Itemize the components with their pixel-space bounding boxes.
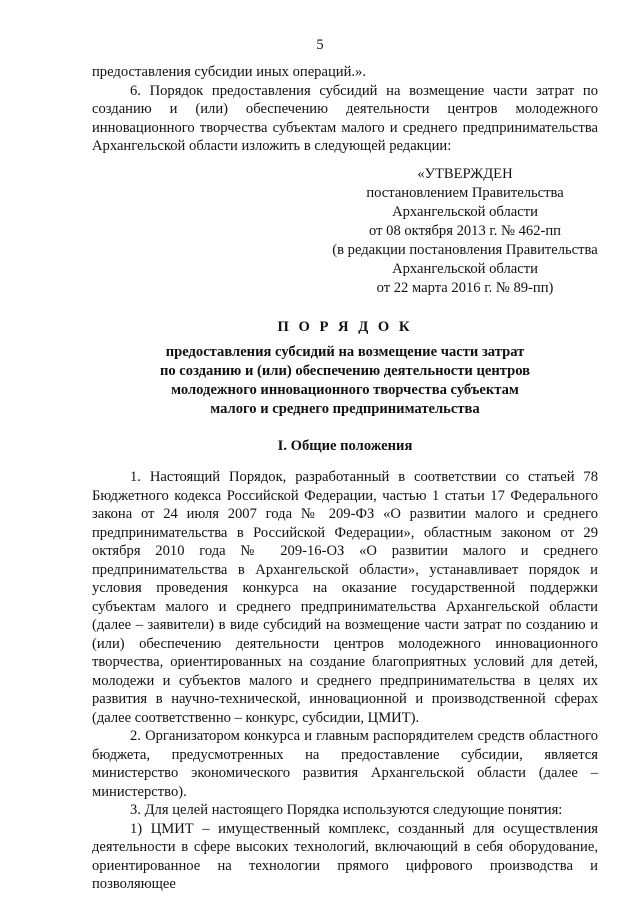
intro-block xyxy=(92,63,598,156)
paragraph-6: 6. Порядок предоставления субсидий на возмещение части затрат по созданию и (или) обеспечению деятельности центров молодежного инновационного творчества субъектам малого и среднего предпринимательства Архангельской области изложить в следующей редакции: xyxy=(92,82,598,154)
approval-stamp xyxy=(300,165,630,298)
paragraph-4: 1) ЦМИТ – имущественный комплекс, созданный для осуществления деятельности в сфере высоких технологий, включающий в себя оборудование, ориентированное на технологии прямого цифрового производства и позволяющее xyxy=(92,820,598,892)
title-line: предоставления субсидий на возмещение части затрат xyxy=(165,344,525,360)
paragraph-3: 3. Для целей настоящего Порядка используются следующие понятия: xyxy=(130,802,563,818)
section-heading: I. Общие положения xyxy=(277,438,413,454)
title-line: молодежного инновационного творчества субъектам xyxy=(171,382,519,398)
approval-line: от 22 марта 2016 г. № 89-пп) xyxy=(376,280,554,296)
document-title xyxy=(92,318,598,419)
approval-line: постановлением Правительства xyxy=(366,185,564,201)
title-line: малого и среднего предпринимательства xyxy=(210,401,480,417)
page-number: 5 xyxy=(316,37,324,53)
title-heading: П О Р Я Д О К xyxy=(277,319,413,335)
approval-line: Архангельской области xyxy=(392,261,538,277)
approval-line: Архангельской области xyxy=(392,204,538,220)
title-line: по созданию и (или) обеспечению деятельности центров xyxy=(159,363,531,379)
approval-line: (в редакции постановления Правительства xyxy=(332,242,598,258)
paragraph-2: 2. Организатором конкурса и главным распорядителем средств областного бюджета, предусмотренных на предоставление субсидии, является министерство экономического развития Архангельской области (далее – министерство). xyxy=(92,728,598,800)
intro-line: предоставления субсидии иных операций.». xyxy=(92,64,366,80)
approval-line: от 08 октября 2013 г. № 462-пп xyxy=(369,223,561,239)
approval-line: «УТВЕРЖДЕН xyxy=(417,166,513,182)
paragraph-1: 1. Настоящий Порядок, разработанный в соответствии со статьей 78 Бюджетного кодекса Российской Федерации, частью 1 статьи 17 Федерального закона от 24 июля 2007 года № 209-ФЗ «О развитии малого и среднего предпринимательства в Российской Федерации», областным законом от 29 октября 2010 года № 209-16-ОЗ «О развитии малого и среднего предпринимательства в Архангельской области», устанавливает порядок и условия проведения конкурса на оказание государственной поддержки субъектам малого и среднего предпринимательства Архангельской области (далее – заявители) в виде субсидий на возмещение части затрат по созданию и (или) обеспечению деятельности центров молодежного инновационного творчества, ориентированных на создание благоприятных условий для детей, молодежи и субъектов малого и среднего предпринимательства в целях их развития в научно-технической, инновационной и производственной сферах (далее соответственно – конкурс, субсидии, ЦМИТ). xyxy=(92,469,598,726)
main-text xyxy=(92,468,598,894)
